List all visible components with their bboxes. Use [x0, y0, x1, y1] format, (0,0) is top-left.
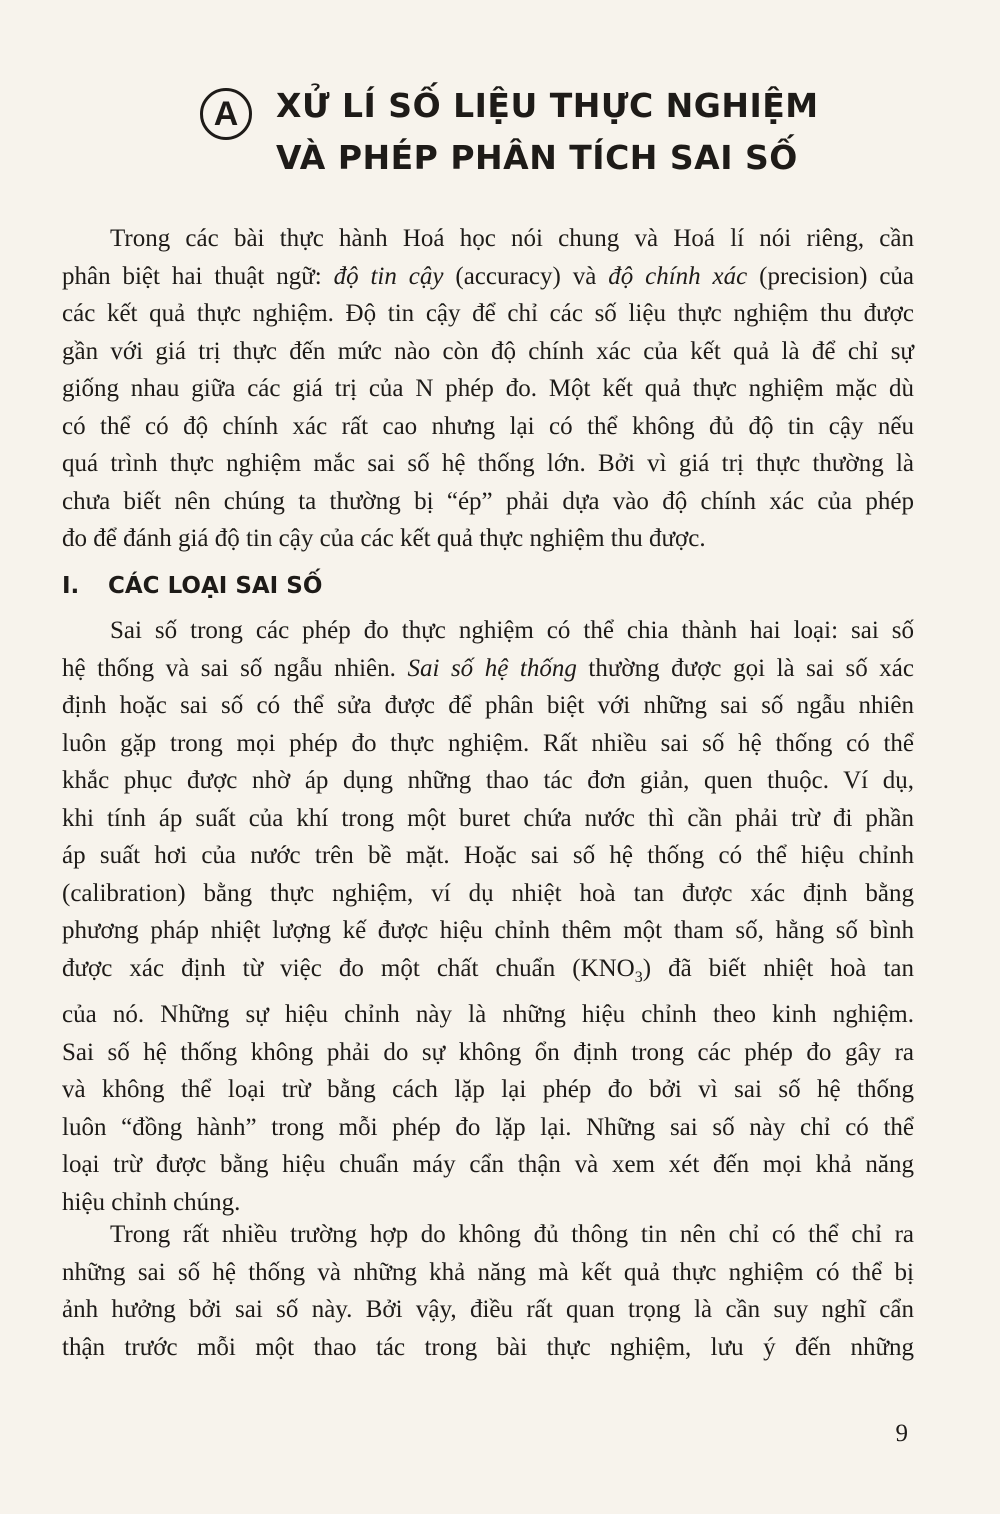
text-line: thận trước mỗi một thao tác trong bài thực nghiệm, lưu ý đến những — [62, 1333, 914, 1361]
text-line: Sai số trong các phép đo thực nghiệm có thể chia thành hai loại: sai số — [110, 617, 914, 644]
section-title: CÁC LOẠI SAI SỐ — [108, 573, 323, 599]
section-number: I. — [62, 573, 80, 599]
text-line: khắc phục được nhờ áp dụng những thao tác đơn giản, quen thuộc. Ví dụ, — [62, 767, 914, 794]
text-line: loại trừ được bằng hiệu chuẩn máy cẩn thận và xem xét đến mọi khả năng — [62, 1151, 914, 1178]
chapter-title — [276, 80, 916, 184]
text-line: hiệu chỉnh chúng. — [62, 1188, 241, 1216]
text-line: định hoặc sai số có thể sửa được để phân biệt với những sai số ngẫu nhiên — [62, 692, 914, 719]
term-accuracy: độ tin cậy — [333, 262, 444, 290]
text-line: đo để đánh giá độ tin cậy của các kết quả thực nghiệm thu được. — [62, 525, 706, 552]
text-line: Trong rất nhiều trường hợp do không đủ thông tin nên chỉ có thể chỉ ra — [110, 1221, 914, 1248]
text-line: của nó. Những sự hiệu chỉnh này là những hiệu chỉnh theo kinh nghiệm. — [62, 1001, 914, 1028]
text-line: phân biệt hai thuật ngữ: độ tin cậy (accuracy) và độ chính xác (precision) của — [62, 262, 915, 290]
text-line: quá trình thực nghiệm mắc sai số hệ thống lớn. Bởi vì giá trị thực thường là — [62, 450, 914, 477]
term-precision: độ chính xác — [608, 262, 748, 290]
text-line: hệ thống và sai số ngẫu nhiên. Sai số hệ thống thường được gọi là sai số xác — [62, 654, 914, 682]
page-number: 9 — [895, 1420, 908, 1447]
paragraph-error-types — [62, 612, 914, 1221]
text-line: giống nhau giữa các giá trị của N phép đo. Một kết quả thực nghiệm mặc dù — [62, 375, 914, 402]
text-line: gần với giá trị thực đến mức nào còn độ chính xác của kết quả là để chỉ sự — [62, 337, 914, 365]
text-line: khi tính áp suất của khí trong một buret chứa nước thì cần phải trừ đi phần — [62, 804, 914, 832]
text-line: phương pháp nhiệt lượng kế được hiệu chỉnh thêm một tham số, hằng số bình — [62, 917, 914, 944]
text-line: áp suất hơi của nước trên bề mặt. Hoặc sai số hệ thống có thể hiệu chỉnh — [62, 842, 914, 869]
text-line: (calibration) bằng thực nghiệm, ví dụ nhiệt hoà tan được xác định bằng — [62, 879, 914, 907]
text-line: luôn “đồng hành” trong mỗi phép đo lặp lại. Những sai số này chỉ có thể — [62, 1113, 914, 1141]
intro-paragraph — [62, 220, 914, 558]
chapter-badge: A — [200, 88, 252, 140]
text-line: được xác định từ việc đo một chất chuẩn $(KNO_3)$ đã biết nhiệt hoà tan — [62, 954, 914, 986]
term-systematic-error: Sai số hệ thống — [407, 654, 577, 682]
text-line: các kết quả thực nghiệm. Độ tin cậy để chỉ các số liệu thực nghiệm thu được — [62, 300, 914, 327]
text-line: chưa biết nên chúng ta thường bị “ép” phải dựa vào độ chính xác của phép — [62, 487, 914, 515]
chapter-header — [200, 80, 920, 190]
paragraph-insufficient-info — [62, 1216, 914, 1366]
text-line: luôn gặp trong mọi phép đo thực nghiệm. Rất nhiều sai số hệ thống có thể — [62, 729, 914, 757]
text-line: ảnh hưởng bởi sai số này. Bởi vậy, điều rất quan trọng là cần suy nghĩ cẩn — [62, 1296, 914, 1323]
text-line: và không thể loại trừ bằng cách lặp lại phép đo bởi vì sai số hệ thống — [62, 1076, 914, 1103]
text-line: Sai số hệ thống không phải do sự không ổn định trong các phép đo gây ra — [62, 1038, 914, 1066]
text-line: Trong các bài thực hành Hoá học nói chung và Hoá lí nói riêng, cần — [110, 225, 914, 252]
chapter-title-line-1: XỬ LÍ SỐ LIỆU THỰC NGHIỆM — [276, 86, 819, 125]
text-line: những sai số hệ thống và những khả năng mà kết quả thực nghiệm có thể bị — [62, 1258, 914, 1286]
text-line: có thể có độ chính xác rất cao nhưng lại có thể không đủ độ tin cậy nếu — [62, 412, 914, 440]
chapter-title-line-2: VÀ PHÉP PHÂN TÍCH SAI SỐ — [276, 138, 798, 177]
section-heading — [62, 566, 322, 606]
